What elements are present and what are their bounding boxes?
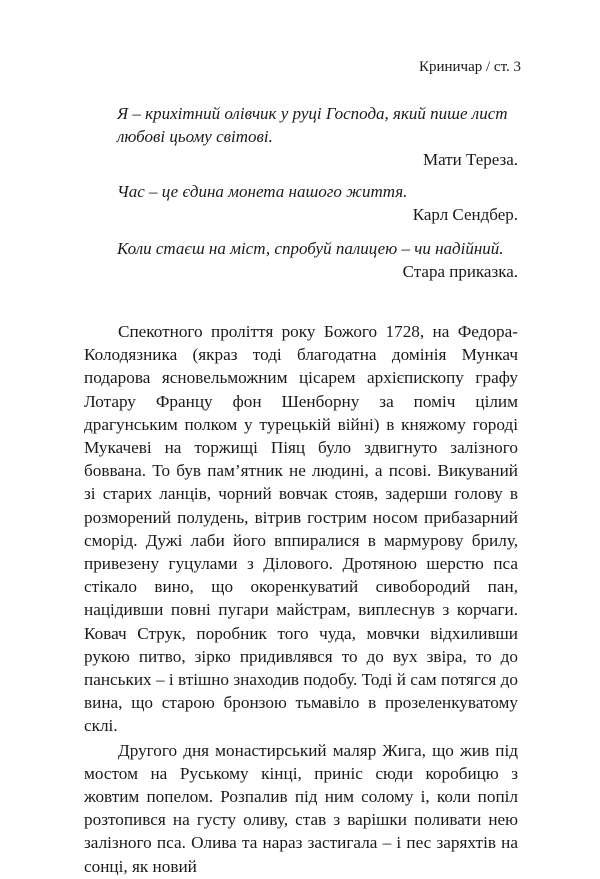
epigraph-quote: Я – крихітний олівчик у руці Господа, який пише лист любові цьому світові.	[117, 104, 508, 146]
paragraph-1: Спекотного проліття року Божого 1728, на Федора-Колодязника (якраз тоді благодатна домінія Мункач подарова ясновельможним цісарем архієпископу графу Лотару Францу фон Шенборну за поміч цілим драгунським полком у турецькій війні) в княжому городі Мукачеві на торжищі Піяц було здвигнуто залізного боввана. То був пам’ятник не людині, а псові. Викуваний зі старих ланців, чорний вовчак стояв, задерши голову в розморений полудень, вітрив гострим носом прибазарний сморід. Дужі лаби його вппиралися в мармурову брилу, привезену гуцулами з Ділового. Дротяною шерстю пса стікало вино, що окоренкуватий сивобородий пан, націдивши повні пугари майстрам, виплеснув з корчаги. Ковач Струк, поробник того чуда, мовчки відхиливши рукою питво, зірко придивлявся то до вух звіра, то до панських – і втішно знаходив подобу. Тоді й сам потягся до вина, що старою бронзою тьмавіло в прозеленкуватому склі.	[84, 322, 518, 736]
body-text	[84, 320, 518, 879]
epigraph-author: Стара приказка.	[402, 262, 518, 281]
running-header: Криничар / ст. 3	[418, 59, 521, 75]
epigraph-2	[117, 180, 518, 226]
epigraph-author: Карл Сендбер.	[412, 205, 518, 224]
epigraph-author: Мати Тереза.	[422, 150, 518, 169]
epigraph-quote: Час – це єдина монета нашого життя.	[117, 182, 408, 201]
epigraph-3	[117, 237, 518, 283]
epigraph-quote: Коли стаєш на міст, спробуй палицею – чи надійний.	[117, 239, 504, 258]
epigraph-1	[117, 102, 518, 171]
paragraph-2: Другого дня монастирський маляр Жига, що жив під мостом на Руському кінці, приніс сюди коробицю з жовтим попелом. Розпалив під ним солому і, коли попіл розтопився на густу оливу, став з варішки поливати нею залізного пса. Олива та нараз застигала – і пес заряхтів на сонці, як новий	[84, 740, 518, 876]
